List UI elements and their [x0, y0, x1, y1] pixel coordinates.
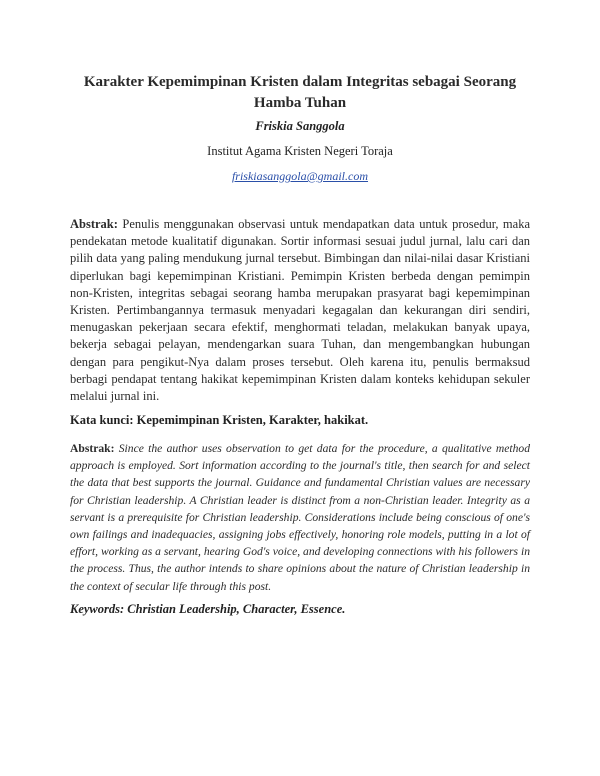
abstract-indonesian-text: Penulis menggunakan observasi untuk mendapatkan data untuk prosedur, maka pendekatan metode kualitatif digunakan. Sortir informasi sesuai judul jurnal, lalu cari dan pilih data yang paling mendukung jurnal tersebut. Bimbingan dan nilai-nilai dasar Kristiani diperlukan bagi kepemimpinan Kristiani. Pemimpin Kristen berbeda dengan pemimpin non-Kristen, integritas sebagai seorang hamba merupakan prasyarat bagi kepemimpinan Kristen. Pertimbangannya termasuk menyadari kegagalan dan kekurangan diri sendiri, menugaskan pekerjaan secara efektif, menghormati teladan, melakukan banyak upaya, bekerja sebagai pelayan, mendengarkan suara Tuhan, dan mengembangkan hubungan dengan para pengikut-Nya dalam proses tersebut. Oleh karena itu, penulis bermaksud berbagi pendapat tentang hakikat kepemimpinan Kristen dalam konteks kehidupan sekuler melalui jurnal ini. [70, 217, 531, 404]
email-link[interactable]: friskiasanggola@gmail.com [231, 169, 369, 183]
paper-title: Karakter Kepemimpinan Kristen dalam Integritas sebagai Seorang Hamba Tuhan [83, 74, 517, 111]
abstract-english-text: Since the author uses observation to get data for the procedure, a qualitative method approach is employed. Sort information according to the journal's title, then search for and select the data that best supports the journal. Guidance and fundamental Christian values are necessary for Christian leadership. A Christian leader is distinct from a non-Christian leader. Integrity as a servant is a prerequisite for Christian leadership. Considerations include being conscious of one's own failings and inadequacies, assigning jobs effectively, honoring role models, putting in a lot of effort, working as a servant, hearing God's voice, and developing connections with his followers in the process. Thus, the author intends to share opinions about the nature of Christian leadership in the context of secular life through this post. [70, 442, 531, 593]
keywords-indonesian: Kata kunci: Kepemimpinan Kristen, Karakter, hakikat. [70, 413, 369, 427]
author-email [0, 169, 600, 184]
keywords-english: Keywords: Christian Leadership, Character, Essence. [70, 602, 346, 616]
abstract-english [70, 440, 530, 595]
author-affiliation: Institut Agama Kristen Negeri Toraja [207, 144, 393, 158]
author-name: Friskia Sanggola [255, 119, 345, 133]
abstract-indonesian-label: Abstrak: [70, 217, 118, 231]
abstract-indonesian [70, 216, 530, 405]
abstract-english-label: Abstrak: [70, 442, 115, 455]
